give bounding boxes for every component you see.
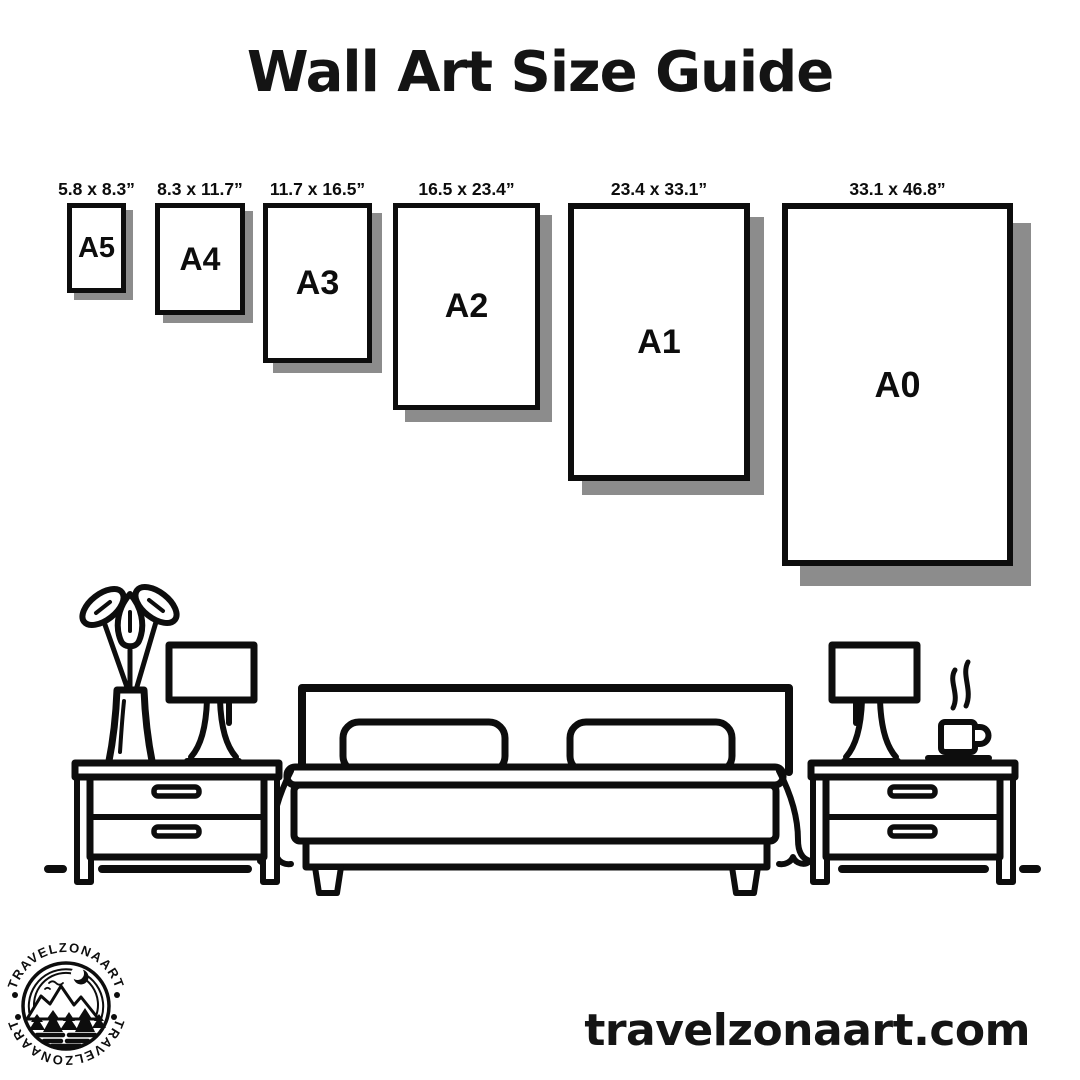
- frame-size-name: A2: [444, 287, 489, 325]
- cup-body: [941, 722, 975, 752]
- drawer-handle: [154, 827, 199, 836]
- website-url: travelzonaart.com: [584, 1005, 1030, 1056]
- lamp-stem: [844, 700, 898, 761]
- lamp-shade: [832, 645, 917, 700]
- dimension-label: 16.5 x 23.4”: [418, 179, 515, 199]
- lamp-shade: [169, 645, 254, 700]
- frame-size-name: A0: [874, 363, 921, 405]
- coffee-cup: [928, 662, 989, 758]
- logo-text-bottom: TRAVELZONAART: [4, 1017, 128, 1069]
- moon-cutout: [71, 967, 84, 980]
- nightstand-right: [811, 763, 1015, 882]
- logo-dot: [114, 992, 120, 998]
- logo-dot: [12, 992, 18, 998]
- frame-size-name: A1: [637, 322, 681, 361]
- cup-handle: [975, 727, 989, 744]
- page-title: Wall Art Size Guide: [246, 40, 834, 105]
- frame-size-name: A4: [179, 240, 221, 277]
- frame-size-name: A3: [295, 263, 340, 302]
- vase: [108, 690, 153, 766]
- dimension-label: 11.7 x 16.5”: [269, 179, 366, 199]
- dimension-label: 33.1 x 46.8”: [849, 179, 946, 199]
- steam-icon: [953, 662, 969, 708]
- duvet: [294, 785, 776, 841]
- drawer-handle: [890, 827, 935, 836]
- table-lamp-right: [832, 645, 917, 761]
- double-bed: [260, 688, 810, 893]
- blanket-drape-right: [779, 771, 810, 864]
- nightstand-left: [75, 763, 279, 882]
- bed-leg-left: [315, 867, 341, 893]
- drawer-handle: [890, 787, 935, 796]
- logo-text-top: TRAVELZONAART: [4, 939, 128, 991]
- frame-size-name: A5: [77, 231, 116, 264]
- brand-logo: [5, 940, 128, 1068]
- dimension-label: 23.4 x 33.1”: [610, 179, 708, 199]
- dimension-label: 5.8 x 8.3”: [58, 179, 135, 199]
- bed-leg-right: [732, 867, 758, 893]
- bed-base: [306, 841, 767, 867]
- dimension-label: 8.3 x 11.7”: [157, 179, 243, 199]
- drawer-handle: [154, 787, 199, 796]
- table-lamp-left: [169, 645, 254, 761]
